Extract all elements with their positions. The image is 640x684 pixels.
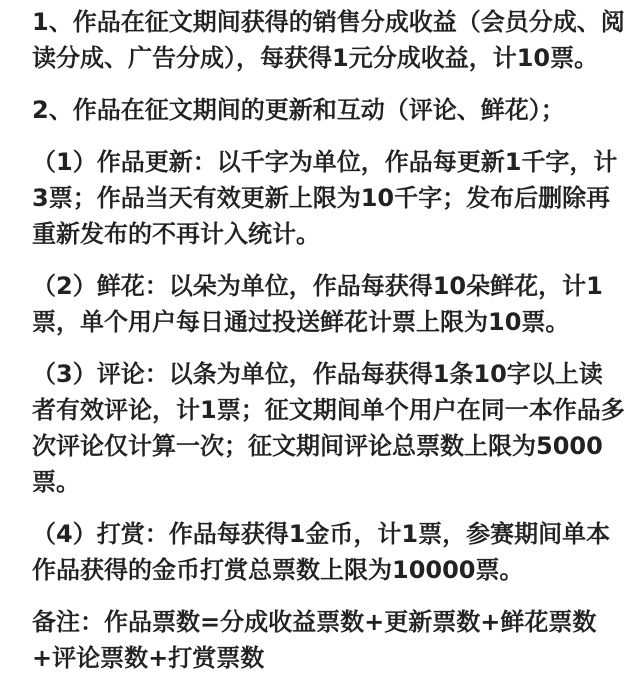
rule-2-1-updates: （1）作品更新：以千字为单位，作品每更新1千字，计3票；作品当天有效更新上限为10千字；发布后删除再重新发布的不再计入统计。: [32, 148, 618, 248]
rule-2-updates-interaction: 2、作品在征文期间的更新和互动（评论、鲜花）；: [32, 96, 565, 124]
rule-2-4-tips: （4）打赏：作品每获得1金币，计1票，参赛期间单本作品获得的金币打赏总票数上限为10000票。: [32, 520, 611, 584]
rule-2-3-comments: （3）评论：以条为单位，作品每获得1条10字以上读者有效评论，计1票；征文期间单个用户在同一本作品多次评论仅计算一次；征文期间评论总票数上限为5000票。: [32, 360, 625, 496]
rule-2-2-flowers: （2）鲜花：以朵为单位，作品每获得10朵鲜花，计1票，单个用户每日通过投送鲜花计票上限为10票。: [32, 272, 603, 336]
note-vote-formula: 备注：作品票数=分成收益票数+更新票数+鲜花票数+评论票数+打赏票数: [32, 608, 597, 672]
rule-1-sales-revenue: 1、作品在征文期间获得的销售分成收益（会员分成、阅读分成、广告分成），每获得1元分成收益，计10票。: [32, 8, 625, 72]
